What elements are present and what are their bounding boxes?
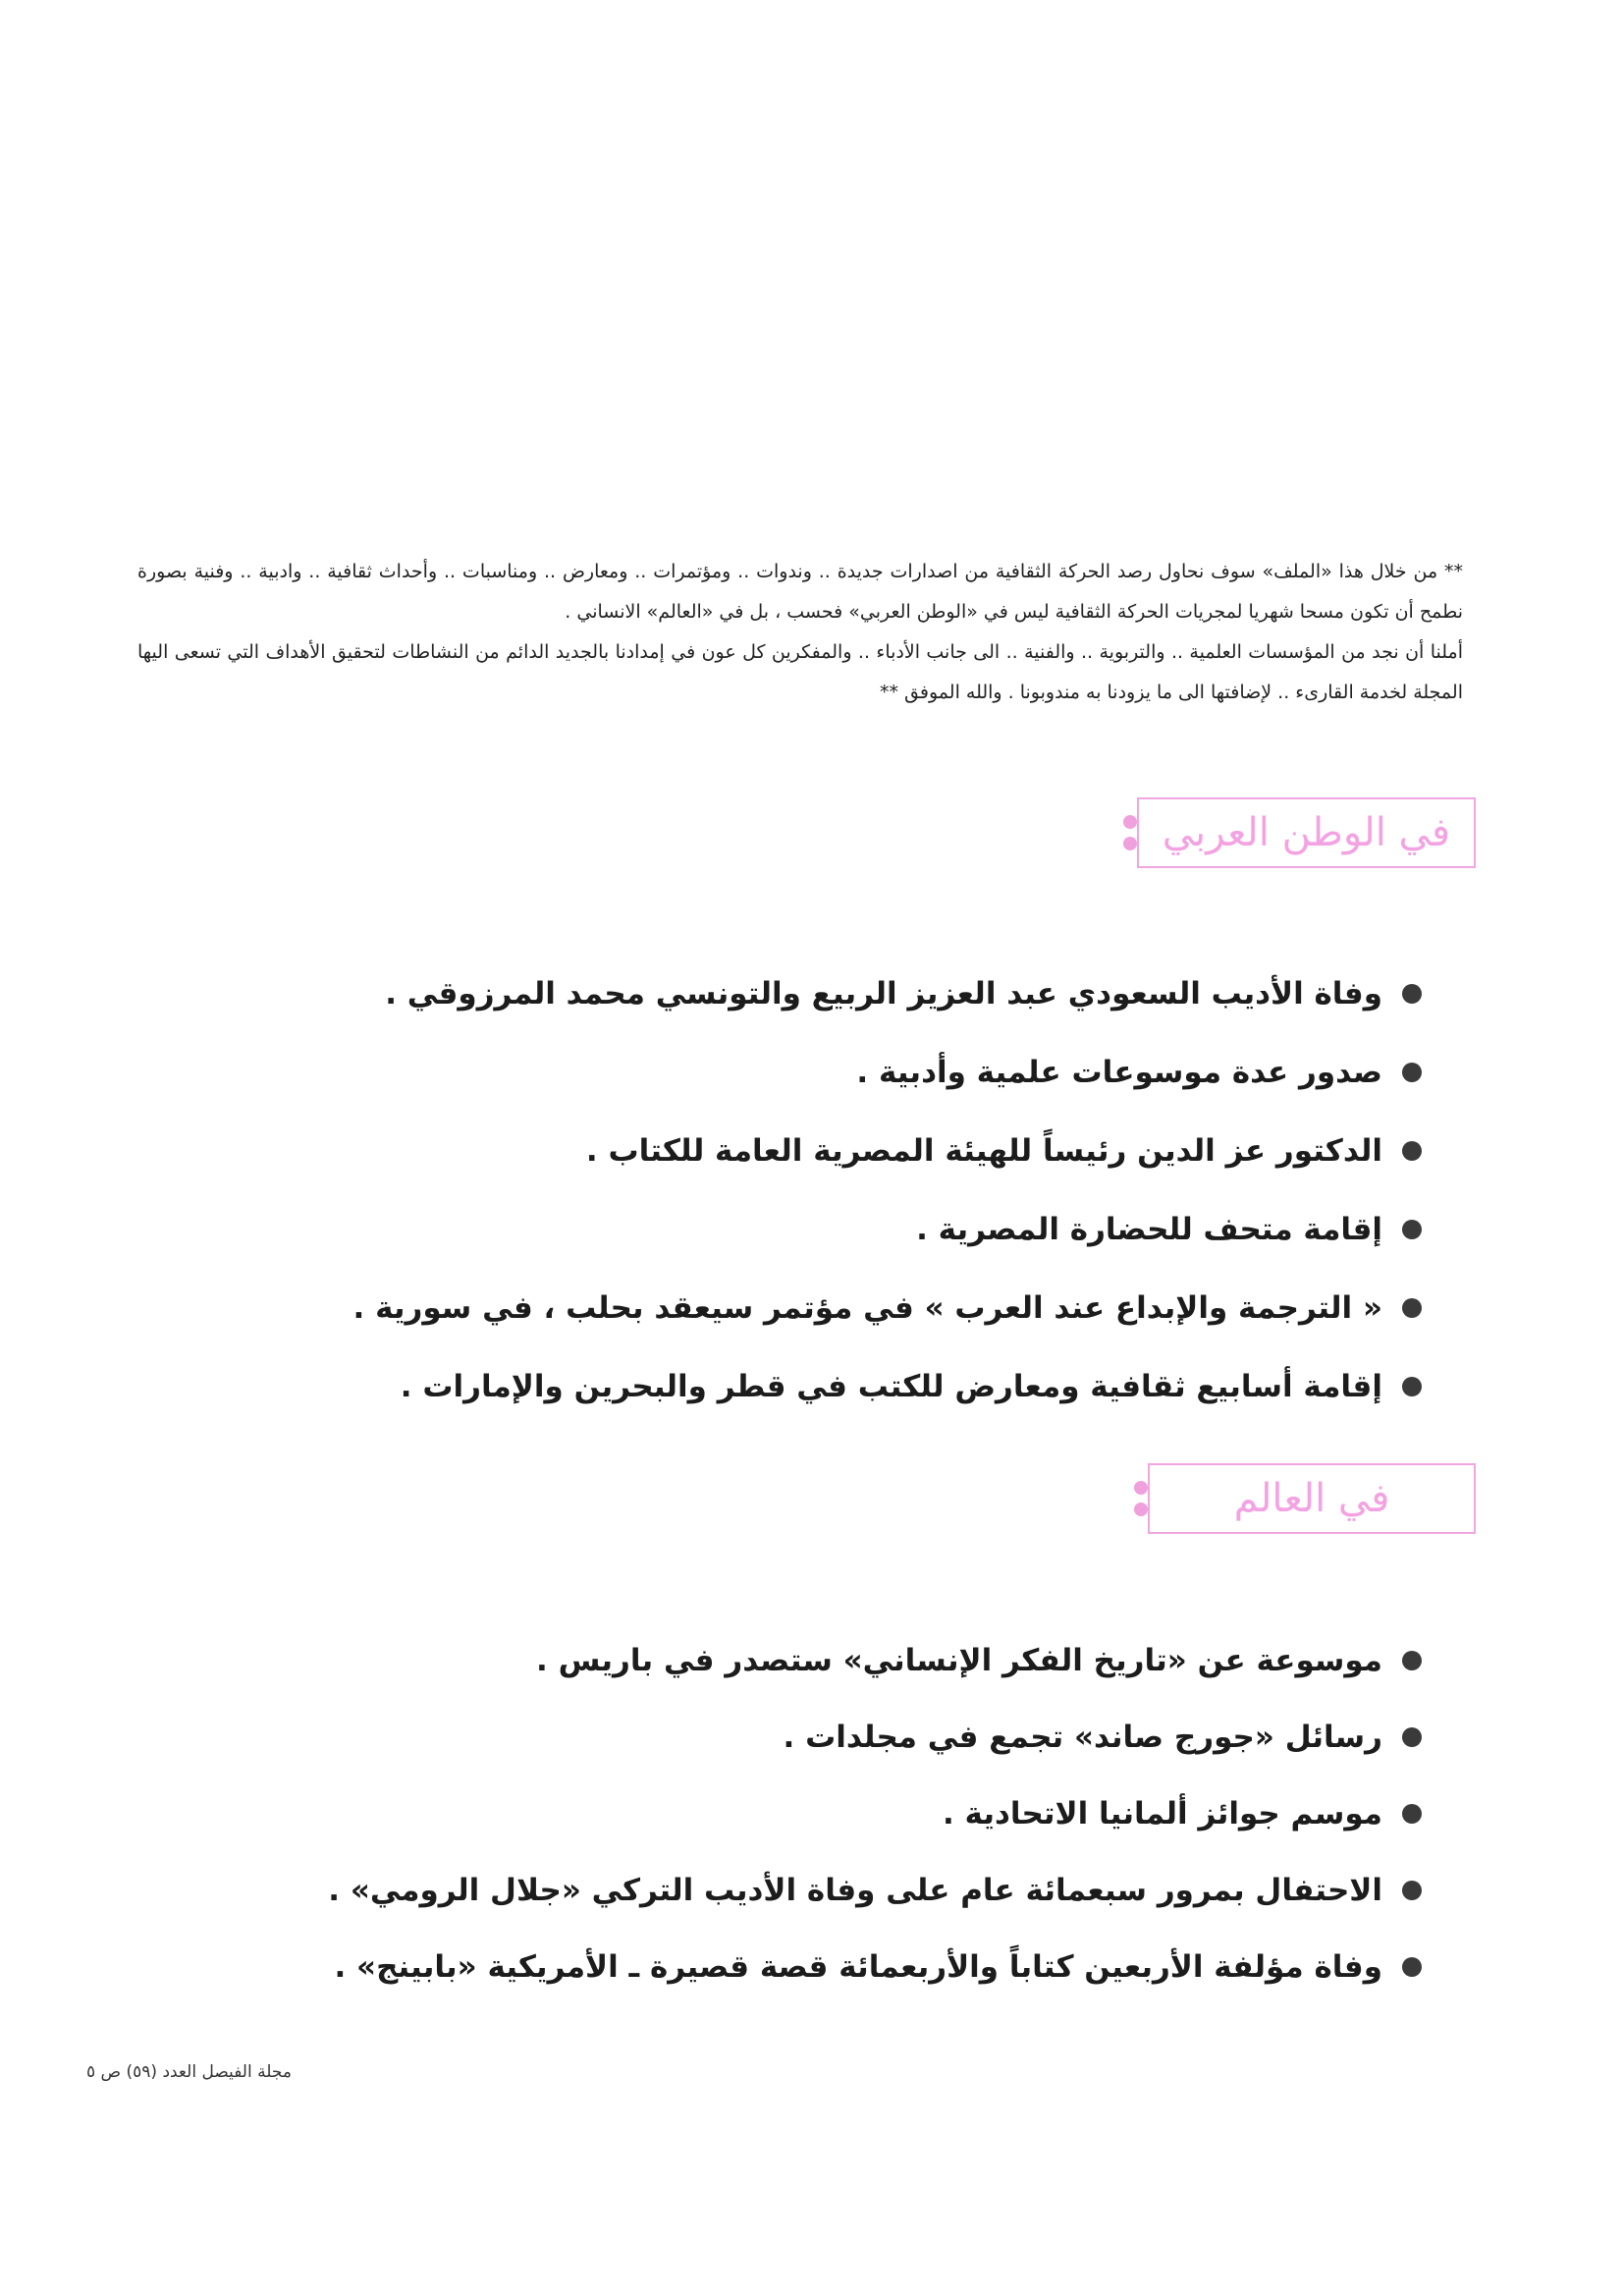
list-item-text: موسم جوائز ألمانيا الاتحادية . (942, 1796, 1382, 1831)
news-list-arab-world (194, 955, 1422, 1426)
ornament-dot (1134, 1481, 1148, 1495)
bullet-icon (1402, 1377, 1422, 1396)
list-item (194, 1699, 1422, 1776)
bullet-icon (1402, 1881, 1422, 1900)
bullet-icon (1402, 1804, 1422, 1824)
ornament-dot (1123, 837, 1137, 850)
intro-text (137, 552, 1463, 713)
list-item (194, 955, 1422, 1033)
list-item-text: موسوعة عن «تاريخ الفكر الإنساني» ستصدر في باريس . (536, 1643, 1382, 1678)
section-title-box (1148, 1463, 1476, 1534)
list-item (194, 1776, 1422, 1852)
intro-paragraph-1: ** من خلال هذا «الملف» سوف نحاول رصد الحركة الثقافية من اصدارات جديدة .. وندوات .. ومؤتمرات .. ومعارض .. ومناسبات .. وأحداث ثقافية .. وادبية .. وفنية بصورة نطمح أن تكون مسحا شهريا لمجريات الحركة الثقافية ليس في «الوطن العربي» فحسب ، بل في «العالم» الانساني . (137, 561, 1463, 623)
list-item (194, 1112, 1422, 1190)
list-item (194, 1190, 1422, 1269)
bullet-icon (1402, 1298, 1422, 1318)
list-item-text: إقامة أسابيع ثقافية ومعارض للكتب في قطر والبحرين والإمارات . (400, 1369, 1382, 1404)
list-item (194, 1269, 1422, 1347)
intro-paragraph-2: أملنا أن نجد من المؤسسات العلمية .. والتربوية .. والفنية .. الى جانب الأدباء .. والمفكرين كل عون في إمدادنا بالجديد الدائم من النشاطات لتحقيق الأهداف التي تسعى اليها المجلة لخدمة القارىء .. لإضافتها الى ما يزودنا به مندوبونا . والله الموفق ** (137, 641, 1463, 703)
page-footer: مجلة الفيصل العدد (٥٩) ص ٥ (86, 2062, 292, 2082)
list-item-text: الاحتفال بمرور سبعمائة عام على وفاة الأديب التركي «جلال الرومي» . (328, 1873, 1382, 1908)
colon-ornament (1123, 797, 1137, 868)
section-title-arab-world: في الوطن العربي (1162, 810, 1450, 855)
list-item-text: رسائل «جورج صاند» تجمع في مجلدات . (783, 1720, 1382, 1755)
bullet-icon (1402, 984, 1422, 1004)
colon-ornament (1134, 1463, 1148, 1534)
list-item (194, 1929, 1422, 2005)
bullet-icon (1402, 1727, 1422, 1747)
list-item-text: وفاة الأديب السعودي عبد العزيز الربيع والتونسي محمد المرزوقي . (385, 976, 1382, 1011)
list-item-text: الدكتور عز الدين رئيساً للهيئة المصرية العامة للكتاب . (585, 1133, 1382, 1169)
ornament-dot (1134, 1503, 1148, 1516)
section-title-world: في العالم (1233, 1476, 1390, 1521)
list-item-text: صدور عدة موسوعات علمية وأدبية . (856, 1055, 1382, 1090)
list-item-text: إقامة متحف للحضارة المصرية . (916, 1212, 1382, 1247)
news-list-world (194, 1622, 1422, 2005)
bullet-icon (1402, 1957, 1422, 1977)
list-item (194, 1347, 1422, 1426)
list-item-text: « الترجمة والإبداع عند العرب » في مؤتمر سيعقد بحلب ، في سورية . (352, 1290, 1382, 1326)
list-item (194, 1033, 1422, 1112)
section-header-world (1112, 1459, 1476, 1538)
list-item (194, 1622, 1422, 1699)
bullet-icon (1402, 1651, 1422, 1670)
list-item (194, 1852, 1422, 1929)
bullet-icon (1402, 1141, 1422, 1161)
bullet-icon (1402, 1063, 1422, 1082)
section-header-arab-world (1102, 793, 1476, 872)
list-item-text: وفاة مؤلفة الأربعين كتاباً والأربعمائة قصة قصيرة ـ الأمريكية «بابينج» . (334, 1949, 1382, 1985)
ornament-dot (1123, 815, 1137, 829)
section-title-box (1137, 797, 1476, 868)
bullet-icon (1402, 1220, 1422, 1239)
